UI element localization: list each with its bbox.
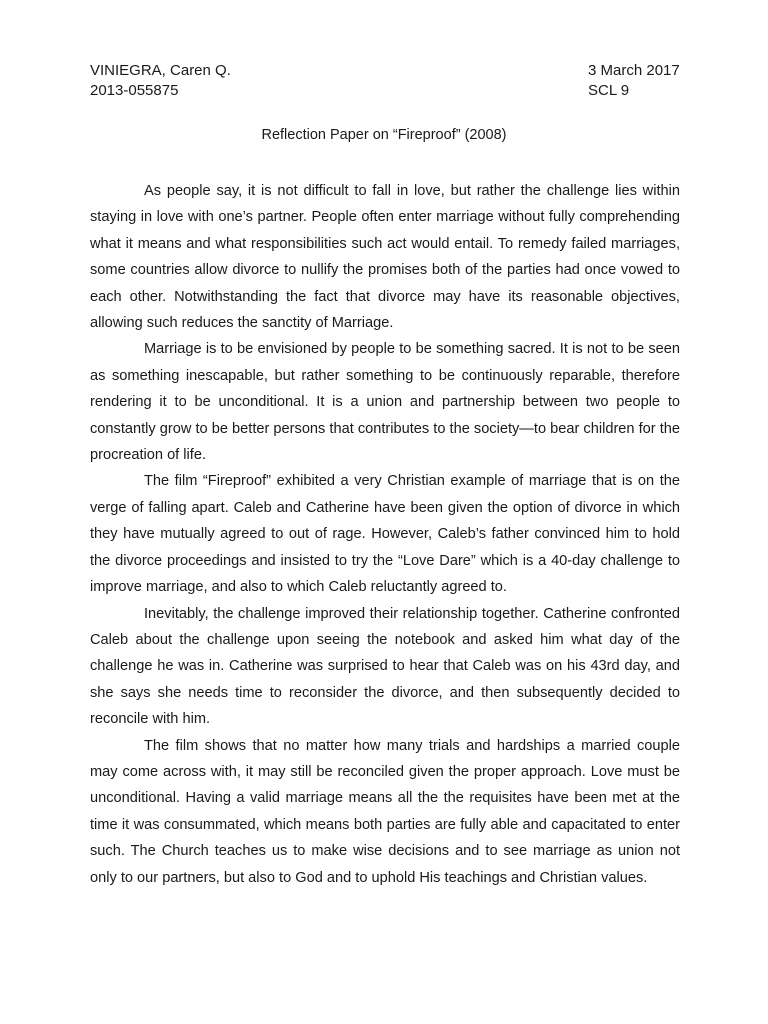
course-code: SCL 9 — [588, 82, 630, 99]
document-body — [90, 178, 680, 891]
paragraph-3: The film “Fireproof” exhibited a very Christian example of marriage that is on the verge of falling apart. Caleb and Catherine have been given the option of divorce in which they have mutually agreed to out of rage. However, Caleb’s father convinced him to hold the divorce proceedings and insisted to try the “Love Dare” which is a 40-day challenge to improve marriage, and also to which Caleb reluctantly agreed to. — [90, 473, 680, 596]
paragraph-1: As people say, it is not difficult to fall in love, but rather the challenge lies within staying in love with one’s partner. People often enter marriage without fully comprehending what it means and what responsibilities such act would entail. To remedy failed marriages, some countries allow divorce to nullify the promises both of the parties had once vowed to each other. Notwithstanding the fact that divorce may have its reasonable objectives, allowing such reduces the sanctity of Marriage. — [90, 183, 680, 332]
paragraph-4: Inevitably, the challenge improved their relationship together. Catherine confronted Caleb about the challenge upon seeing the notebook and asked him what day of the challenge he was in. Catherine was surprised to hear that Caleb was on his 43rd day, and she says she needs time to reconsider the divorce, and then subsequently decided to reconcile with him. — [90, 605, 680, 728]
student-number: 2013-055875 — [90, 82, 179, 99]
author-name: VINIEGRA, Caren Q. — [90, 62, 231, 79]
header-right-block — [588, 61, 680, 101]
header-left-block — [90, 61, 231, 101]
document-title: Reflection Paper on “Fireproof” (2008) — [261, 127, 507, 143]
paragraph-2: Marriage is to be envisioned by people to be something sacred. It is not to be seen as something inescapable, but rather something to be continuously reparable, therefore rendering it to be unconditional. It is a union and partnership between two people to constantly grow to be better persons that contributes to the society—to bear children for the procreation of life. — [90, 341, 680, 464]
document-date: 3 March 2017 — [588, 62, 680, 79]
paragraph-5: The film shows that no matter how many trials and hardships a married couple may come across with, it may still be reconciled given the proper approach. Love must be unconditional. Having a valid marriage means all the the requisites have been met at the time it was consummated, which means both parties are fully able and capacitated to enter such. The Church teaches us to make wise decisions and to see marriage as union not only to our partners, but also to God and to uphold His teachings and Christian values. — [90, 737, 680, 886]
